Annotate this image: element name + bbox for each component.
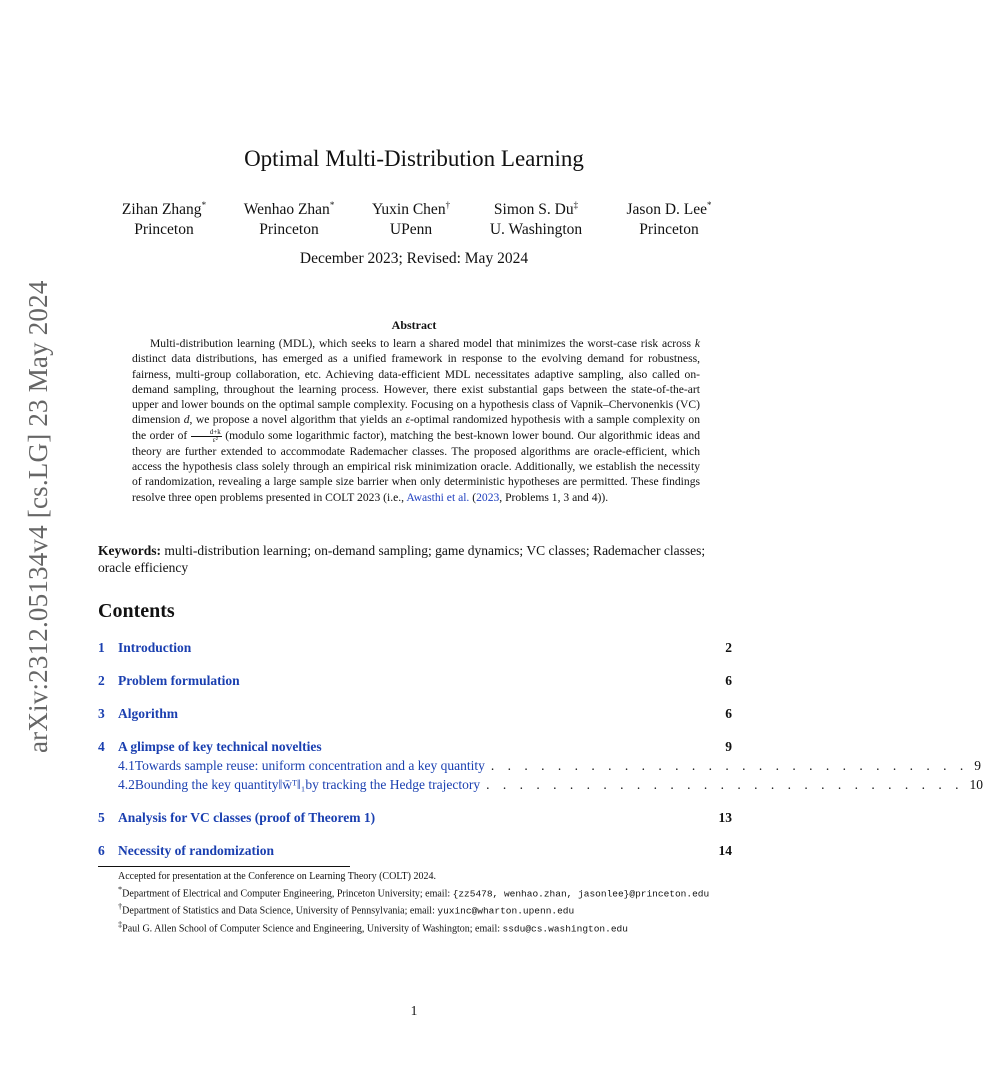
author-mark: † — [445, 200, 451, 210]
author-name: Zihan Zhang — [121, 201, 202, 219]
author-block — [94, 196, 234, 239]
author-affiliation: UPenn — [389, 220, 433, 238]
keywords-label: Keywords: — [98, 543, 161, 558]
email: yuxinc@wharton.upenn.edu — [437, 905, 575, 917]
author-block — [599, 196, 739, 239]
author-affiliation: Princeton — [134, 220, 194, 238]
footnote-rule — [98, 866, 350, 867]
paper-date: December 2023; Revised: May 2024 — [299, 250, 529, 267]
paper-title: Optimal Multi-Distribution Learning — [244, 146, 584, 171]
author-name: Wenhao Zhan — [243, 201, 330, 219]
arxiv-identifier: arXiv:2312.05134v4 [cs.LG] 23 May 2024 — [23, 280, 53, 754]
toc-section-link[interactable]: 5 Analysis for VC classes (proof of Theorem 1) 13 — [98, 810, 732, 825]
email: ssdu@cs.washington.edu — [502, 922, 628, 934]
toc-section-link[interactable]: 2 Problem formulation 6 — [98, 673, 732, 688]
author-block — [341, 196, 481, 239]
author-affiliation: Princeton — [259, 220, 319, 238]
sample-complexity-fraction: $\frac{d+k}{\text{ε²}}$ — [191, 429, 222, 444]
author-block — [219, 196, 359, 239]
toc-subsection-link[interactable]: 4.2 Bounding the key quantity ‖w̄ᵀ‖₁ by tracking the Hedge trajectory . . . . . . . . . . . . . . . . . . . . . . . . . . . . . 10 — [118, 777, 983, 792]
citation-link[interactable]: Awasthi et al. — [406, 490, 470, 504]
page-number: 1 — [410, 1003, 418, 1018]
footnotes — [98, 870, 732, 935]
footnote-2: †Department of Statistics and Data Science, University of Pennsylvania; email: yuxinc@wharton.upenn.edu — [118, 902, 575, 917]
email: {zz5478, wenhao.zhan, jasonlee}@princeton.edu — [452, 888, 710, 900]
author-mark: * — [201, 200, 207, 210]
author-mark: * — [707, 200, 712, 210]
footnote-accepted: Accepted for presentation at the Conference on Learning Theory (COLT) 2024. — [118, 871, 436, 882]
contents-heading: Contents — [98, 600, 175, 622]
toc-section-link[interactable]: 4 A glimpse of key technical novelties 9 — [98, 739, 732, 754]
toc-section-link[interactable]: 6 Necessity of randomization 14 — [98, 843, 732, 858]
footnote-3: ‡Paul G. Allen School of Computer Science and Engineering, University of Washington; email: ssdu@cs.washington.edu — [118, 919, 628, 934]
author-block — [466, 196, 606, 239]
toc-section-link[interactable]: 3 Algorithm 6 — [98, 706, 732, 721]
toc-subsection-link[interactable]: 4.1 Towards sample reuse: uniform concentration and a key quantity . . . . . . . . . . . . . . . . . . . . . . . . . . . . . 9 — [118, 758, 981, 773]
author-name: Simon S. Du — [493, 201, 574, 219]
author-name: Jason D. Lee — [626, 201, 707, 219]
author-affiliation: U. Washington — [489, 220, 583, 238]
toc-section-link[interactable]: 1 Introduction 2 — [98, 640, 732, 655]
keywords: Keywords: multi-distribution learning; on-demand sampling; game dynamics; VC classes; Rademacher classes; oracle efficiency — [98, 543, 706, 575]
math-norm: ‖w̄ᵀ‖₁ — [278, 777, 306, 792]
citation-year-link[interactable]: 2023 — [476, 490, 500, 504]
abstract-heading: Abstract — [391, 318, 437, 332]
author-mark: * — [329, 200, 335, 210]
author-mark: ‡ — [573, 200, 579, 210]
author-name: Yuxin Chen — [371, 201, 446, 219]
abstract-text: Multi-distribution learning (MDL), which seeks to learn a shared model that minimizes the worst-case risk across k distinct data distributions, has emerged as a unified framework in response to the evolving demand for robustness, fairness, multi-group collaboration, etc. Achieving data-efficient MDL necessitates adaptive sampling, also called on-demand sampling, throughout the learning process. However, there exist substantial gaps between the state-of-the-art upper and lower bounds on the optimal sample complexity. Focusing on a hypothesis class of Vapnik–Chervonenkis (VC) dimension d, we propose a novel algorithm that yields an ε-optimal randomized hypothesis with a sample complexity on the order of $\frac{d+k}{\text{ε²}}$ (modulo some logarithmic factor), matching the best-known lower bound. Our algorithmic ideas and theory are further extended to accommodate Rademacher classes. The proposed algorithms are oracle-efficient, which access the hypothesis class solely through an empirical risk minimization oracle. Additionally, we establish the necessity of randomization, revealing a large sample size barrier when only deterministic hypotheses are permitted. These findings resolve three open problems presented in COLT 2023 (i.e., Awasthi et al. (2023, Problems 1, 3 and 4)). — [132, 337, 700, 504]
author-affiliation: Princeton — [639, 220, 699, 238]
footnote-1: *Department of Electrical and Computer Engineering, Princeton University; email: {zz5478, wenhao.zhan, jasonlee}@princeton.edu — [118, 885, 710, 900]
